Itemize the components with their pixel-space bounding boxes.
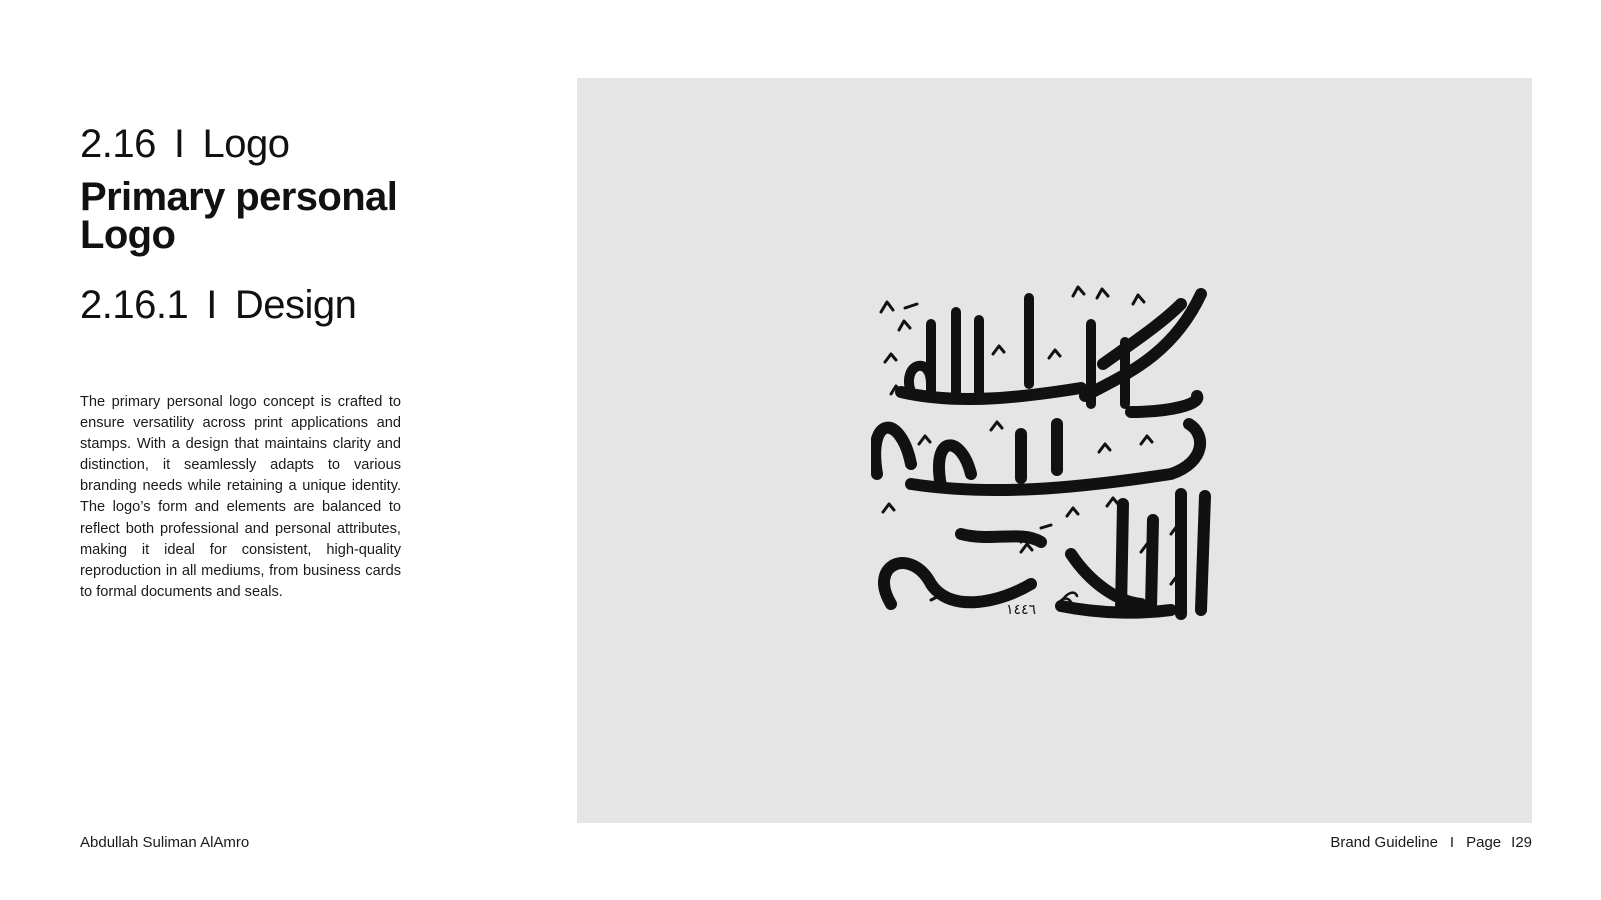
subsection-number: 2.16.1: [80, 283, 189, 327]
section-name: Logo: [202, 122, 290, 166]
subsection-separator: I: [206, 283, 217, 327]
logo-title: Primary personal Logo: [80, 175, 398, 257]
logo-panel: [577, 78, 1532, 823]
subsection-name: Design: [234, 283, 357, 327]
title-separator: I: [173, 122, 185, 166]
logo-year: ١٤٤٦: [1005, 602, 1037, 618]
footer-page-info: [1330, 834, 1532, 851]
footer-doc-name: Brand Guideline: [1330, 834, 1438, 851]
footer-page-number: 29: [1515, 834, 1532, 851]
section-title: [80, 122, 289, 166]
description-paragraph: The primary personal logo concept is crafted to ensure versatility across print applications and stamps. With a design that maintains clarity and distinction, it seamlessly adapts to various branding needs while retaining a unique identity. The logo’s form and elements are balanced to reflect both professional and personal attributes, making it ideal for consistent, high-quality reproduction in all mediums, from business cards to formal documents and seals.: [80, 394, 401, 600]
footer-page-label: Page: [1466, 834, 1502, 851]
section-number: 2.16: [80, 122, 156, 166]
footer-author: Abdullah Suliman AlAmro: [80, 834, 250, 851]
subsection-title: [80, 283, 356, 327]
calligraphy-logo: [871, 284, 1211, 620]
footer-page-prefix: I: [1511, 834, 1516, 851]
footer-separator: I: [1449, 834, 1455, 851]
